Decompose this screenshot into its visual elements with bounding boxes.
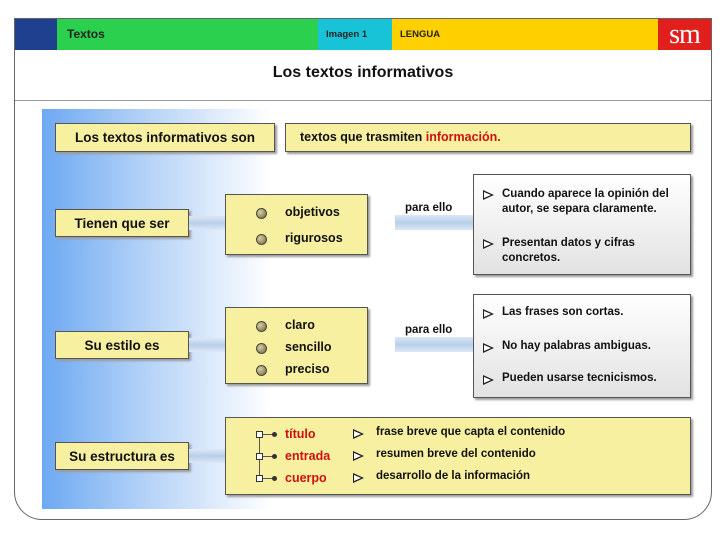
tree-dot-icon — [272, 476, 277, 481]
row1-connector-left — [189, 216, 225, 230]
row2-label: Su estilo es — [84, 337, 160, 353]
structure-part-cuerpo: cuerpo — [285, 471, 327, 485]
row2-item-sencillo: sencillo — [285, 340, 332, 354]
row1-note-2: Presentan datos y cifras concretos. — [502, 237, 635, 264]
row2-connector-left — [189, 338, 225, 352]
definition-label: Los textos informativos son — [74, 130, 256, 145]
row1-label-box — [55, 209, 189, 237]
row2-note-1: Las frases son cortas. — [502, 306, 624, 318]
row3-label-box — [55, 442, 189, 470]
arrow-icon — [483, 375, 494, 385]
bullet-icon — [256, 208, 267, 219]
row1-item-objetivos: objetivos — [285, 205, 340, 219]
header-image-label: Imagen 1 — [326, 29, 368, 40]
row2-note-2: No hay palabras ambiguas. — [502, 340, 651, 352]
row1-connector-text: para ello — [405, 202, 453, 214]
arrow-icon — [483, 239, 494, 249]
title-divider — [15, 100, 711, 101]
tree-dot-icon — [272, 454, 277, 459]
row2-notes-box — [473, 294, 691, 398]
sm-logo: sm — [658, 19, 711, 50]
slide-frame — [14, 18, 712, 520]
header-bar — [15, 19, 711, 50]
tree-dot-icon — [272, 432, 277, 437]
structure-desc-titulo: frase breve que capta el contenido — [376, 426, 566, 438]
page-title: Los textos informativos — [272, 64, 454, 81]
arrow-icon — [483, 190, 494, 200]
row1-notes-box — [473, 174, 691, 275]
row3-connector-left — [189, 449, 225, 463]
definition-text — [300, 130, 501, 144]
tree-node-icon — [256, 431, 263, 438]
header-section-label: Textos — [67, 27, 105, 41]
row3-label: Su estructura es — [69, 448, 175, 464]
tree-node-icon — [256, 475, 263, 482]
row2-connector-right — [395, 337, 475, 352]
arrow-icon — [483, 309, 494, 319]
arrow-icon — [483, 343, 494, 353]
row2-items-box — [225, 307, 368, 384]
row1-label: Tienen que ser — [74, 215, 170, 231]
bullet-icon — [256, 234, 267, 245]
bullet-icon — [256, 365, 267, 376]
row2-item-claro: claro — [285, 318, 315, 332]
row1-note-1: Cuando aparece la opinión del autor, se separa claramente. — [502, 188, 669, 215]
header-image-block — [318, 19, 392, 50]
row2-connector-text: para ello — [405, 324, 453, 336]
row2-note-3: Pueden usarse tecnicismos. — [502, 372, 657, 384]
structure-desc-cuerpo: desarrollo de la información — [376, 470, 531, 482]
tree-node-icon — [256, 453, 263, 460]
row2-label-box — [55, 331, 189, 359]
row1-connector-right — [395, 215, 475, 230]
structure-part-titulo: título — [285, 427, 316, 441]
header-subject-block — [392, 19, 658, 50]
header-subject-label: LENGUA — [400, 29, 441, 40]
definition-label-box — [55, 123, 275, 152]
definition-text-box — [285, 123, 691, 152]
definition-text-highlight: información. — [425, 130, 501, 144]
arrow-icon — [353, 473, 364, 483]
structure-part-entrada: entrada — [285, 449, 331, 463]
row1-items-box — [225, 194, 368, 255]
arrow-icon — [353, 429, 364, 439]
structure-desc-entrada: resumen breve del contenido — [376, 448, 536, 460]
bullet-icon — [256, 343, 267, 354]
row1-item-rigurosos: rigurosos — [285, 231, 343, 245]
bullet-icon — [256, 321, 267, 332]
header-blue-block — [15, 19, 57, 50]
row2-item-preciso: preciso — [285, 362, 330, 376]
definition-text-prefix: textos que trasmiten — [300, 130, 426, 144]
row3-structure-box — [225, 417, 691, 495]
arrow-icon — [353, 451, 364, 461]
header-section-block — [57, 19, 318, 50]
